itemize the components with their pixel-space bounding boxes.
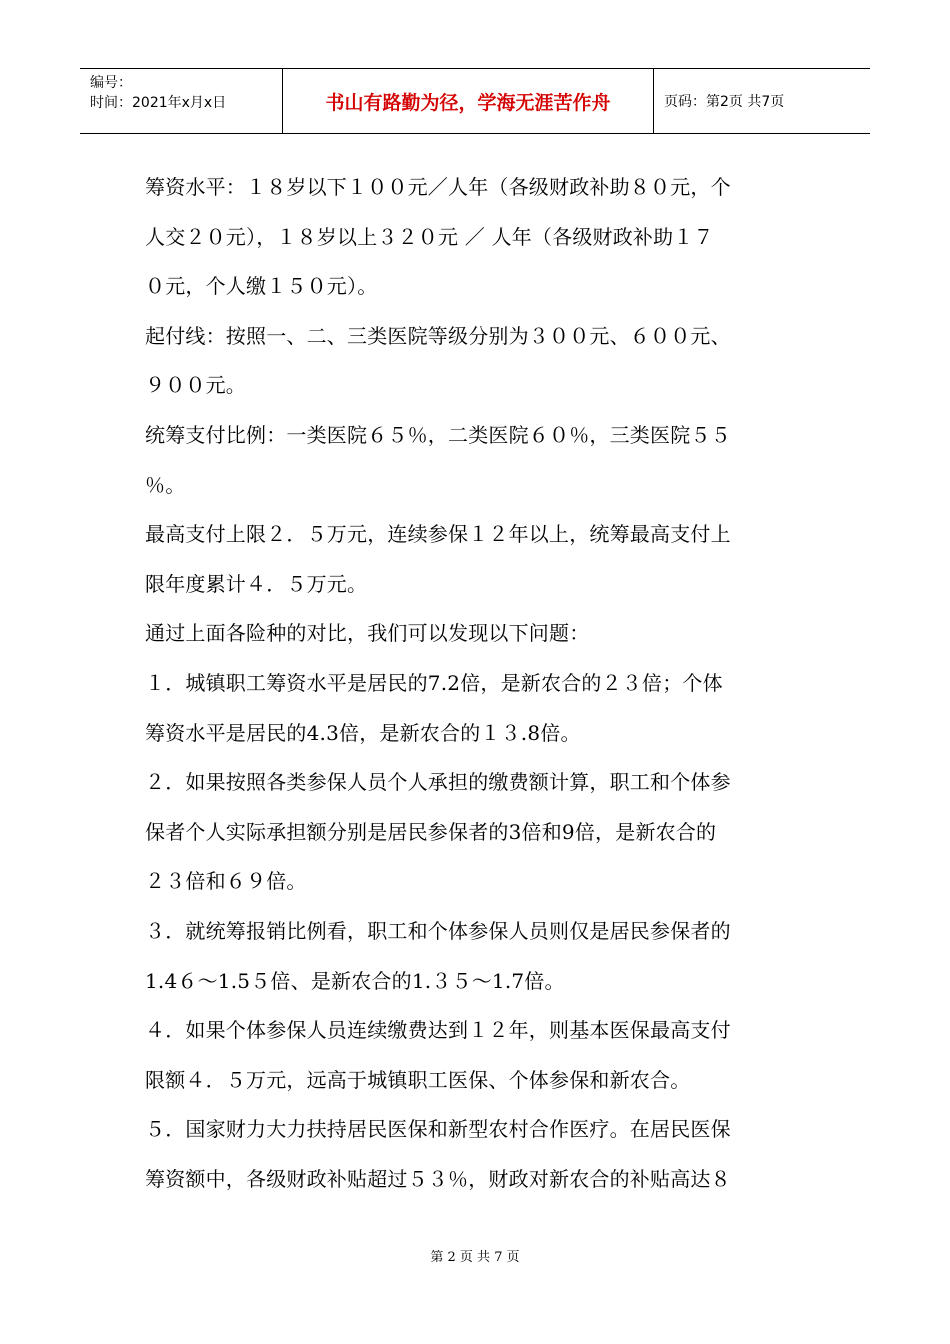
body-line: 筹资额中，各级财政补贴超过５３％，财政对新农合的补贴高达８ [145, 1166, 731, 1191]
body-line: 限年度累计４．５万元。 [145, 571, 368, 596]
body-line: 筹资水平：１８岁以下１００元／人年（各级财政补助８０元，个 [145, 175, 731, 199]
body-line: 1.4６～1.5５倍、是新农合的1.３５～1.7倍。 [145, 968, 565, 993]
body-line: ３．就统筹报销比例看，职工和个体参保人员则仅是居民参保者的 [145, 918, 731, 943]
body-line: 通过上面各险种的对比，我们可以发现以下问题： [145, 621, 590, 646]
body-line: ９００元。 [145, 373, 246, 398]
header-page-info [654, 69, 870, 133]
body-line: 起付线：按照一、二、三类医院等级分别为３００元、６００元、 [145, 323, 731, 348]
number-label: 编号： [90, 75, 132, 91]
header-meta [80, 69, 283, 133]
body-line: 人交２０元），１８岁以上３２０元 ／ 人年（各级财政补助１７ [145, 224, 714, 249]
time-label: 时间：2021年x月x日 [90, 95, 227, 111]
body-line: 筹资水平是居民的4.3倍，是新农合的１３.8倍。 [145, 720, 581, 745]
body-line: ４．如果个体参保人员连续缴费达到１２年，则基本医保最高支付 [145, 1018, 731, 1043]
body-line: 最高支付上限２．５万元，连续参保１２年以上，统筹最高支付上 [145, 522, 731, 547]
body-line: １．城镇职工筹资水平是居民的7.2倍，是新农合的２３倍；个体 [145, 670, 723, 695]
page-footer [0, 1246, 950, 1265]
body-line: ２．如果按照各类参保人员个人承担的缴费额计算，职工和个体参 [145, 770, 731, 795]
motto-text: 书山有路勤为径，学海无涯苦作舟 [325, 91, 611, 114]
body-line: ０元，个人缴１５０元）。 [145, 274, 378, 299]
document-body [145, 163, 810, 1204]
page-label: 页码：第2页 共7页 [664, 94, 785, 110]
footer-page-number: 第 2 页 共 7 页 [430, 1250, 520, 1265]
body-line: ％。 [145, 472, 186, 497]
page-header [80, 68, 870, 134]
body-line: 统筹支付比例：一类医院６５％，二类医院６０％，三类医院５５ [145, 422, 731, 447]
body-line: 限额４．５万元，远高于城镇职工医保、个体参保和新农合。 [145, 1067, 691, 1092]
body-line: ２３倍和６９倍。 [145, 869, 307, 894]
body-line: ５．国家财力大力扶持居民医保和新型农村合作医疗。在居民医保 [145, 1117, 731, 1142]
body-line: 保者个人实际承担额分别是居民参保者的3倍和9倍，是新农合的 [145, 819, 717, 844]
header-motto [283, 69, 654, 133]
